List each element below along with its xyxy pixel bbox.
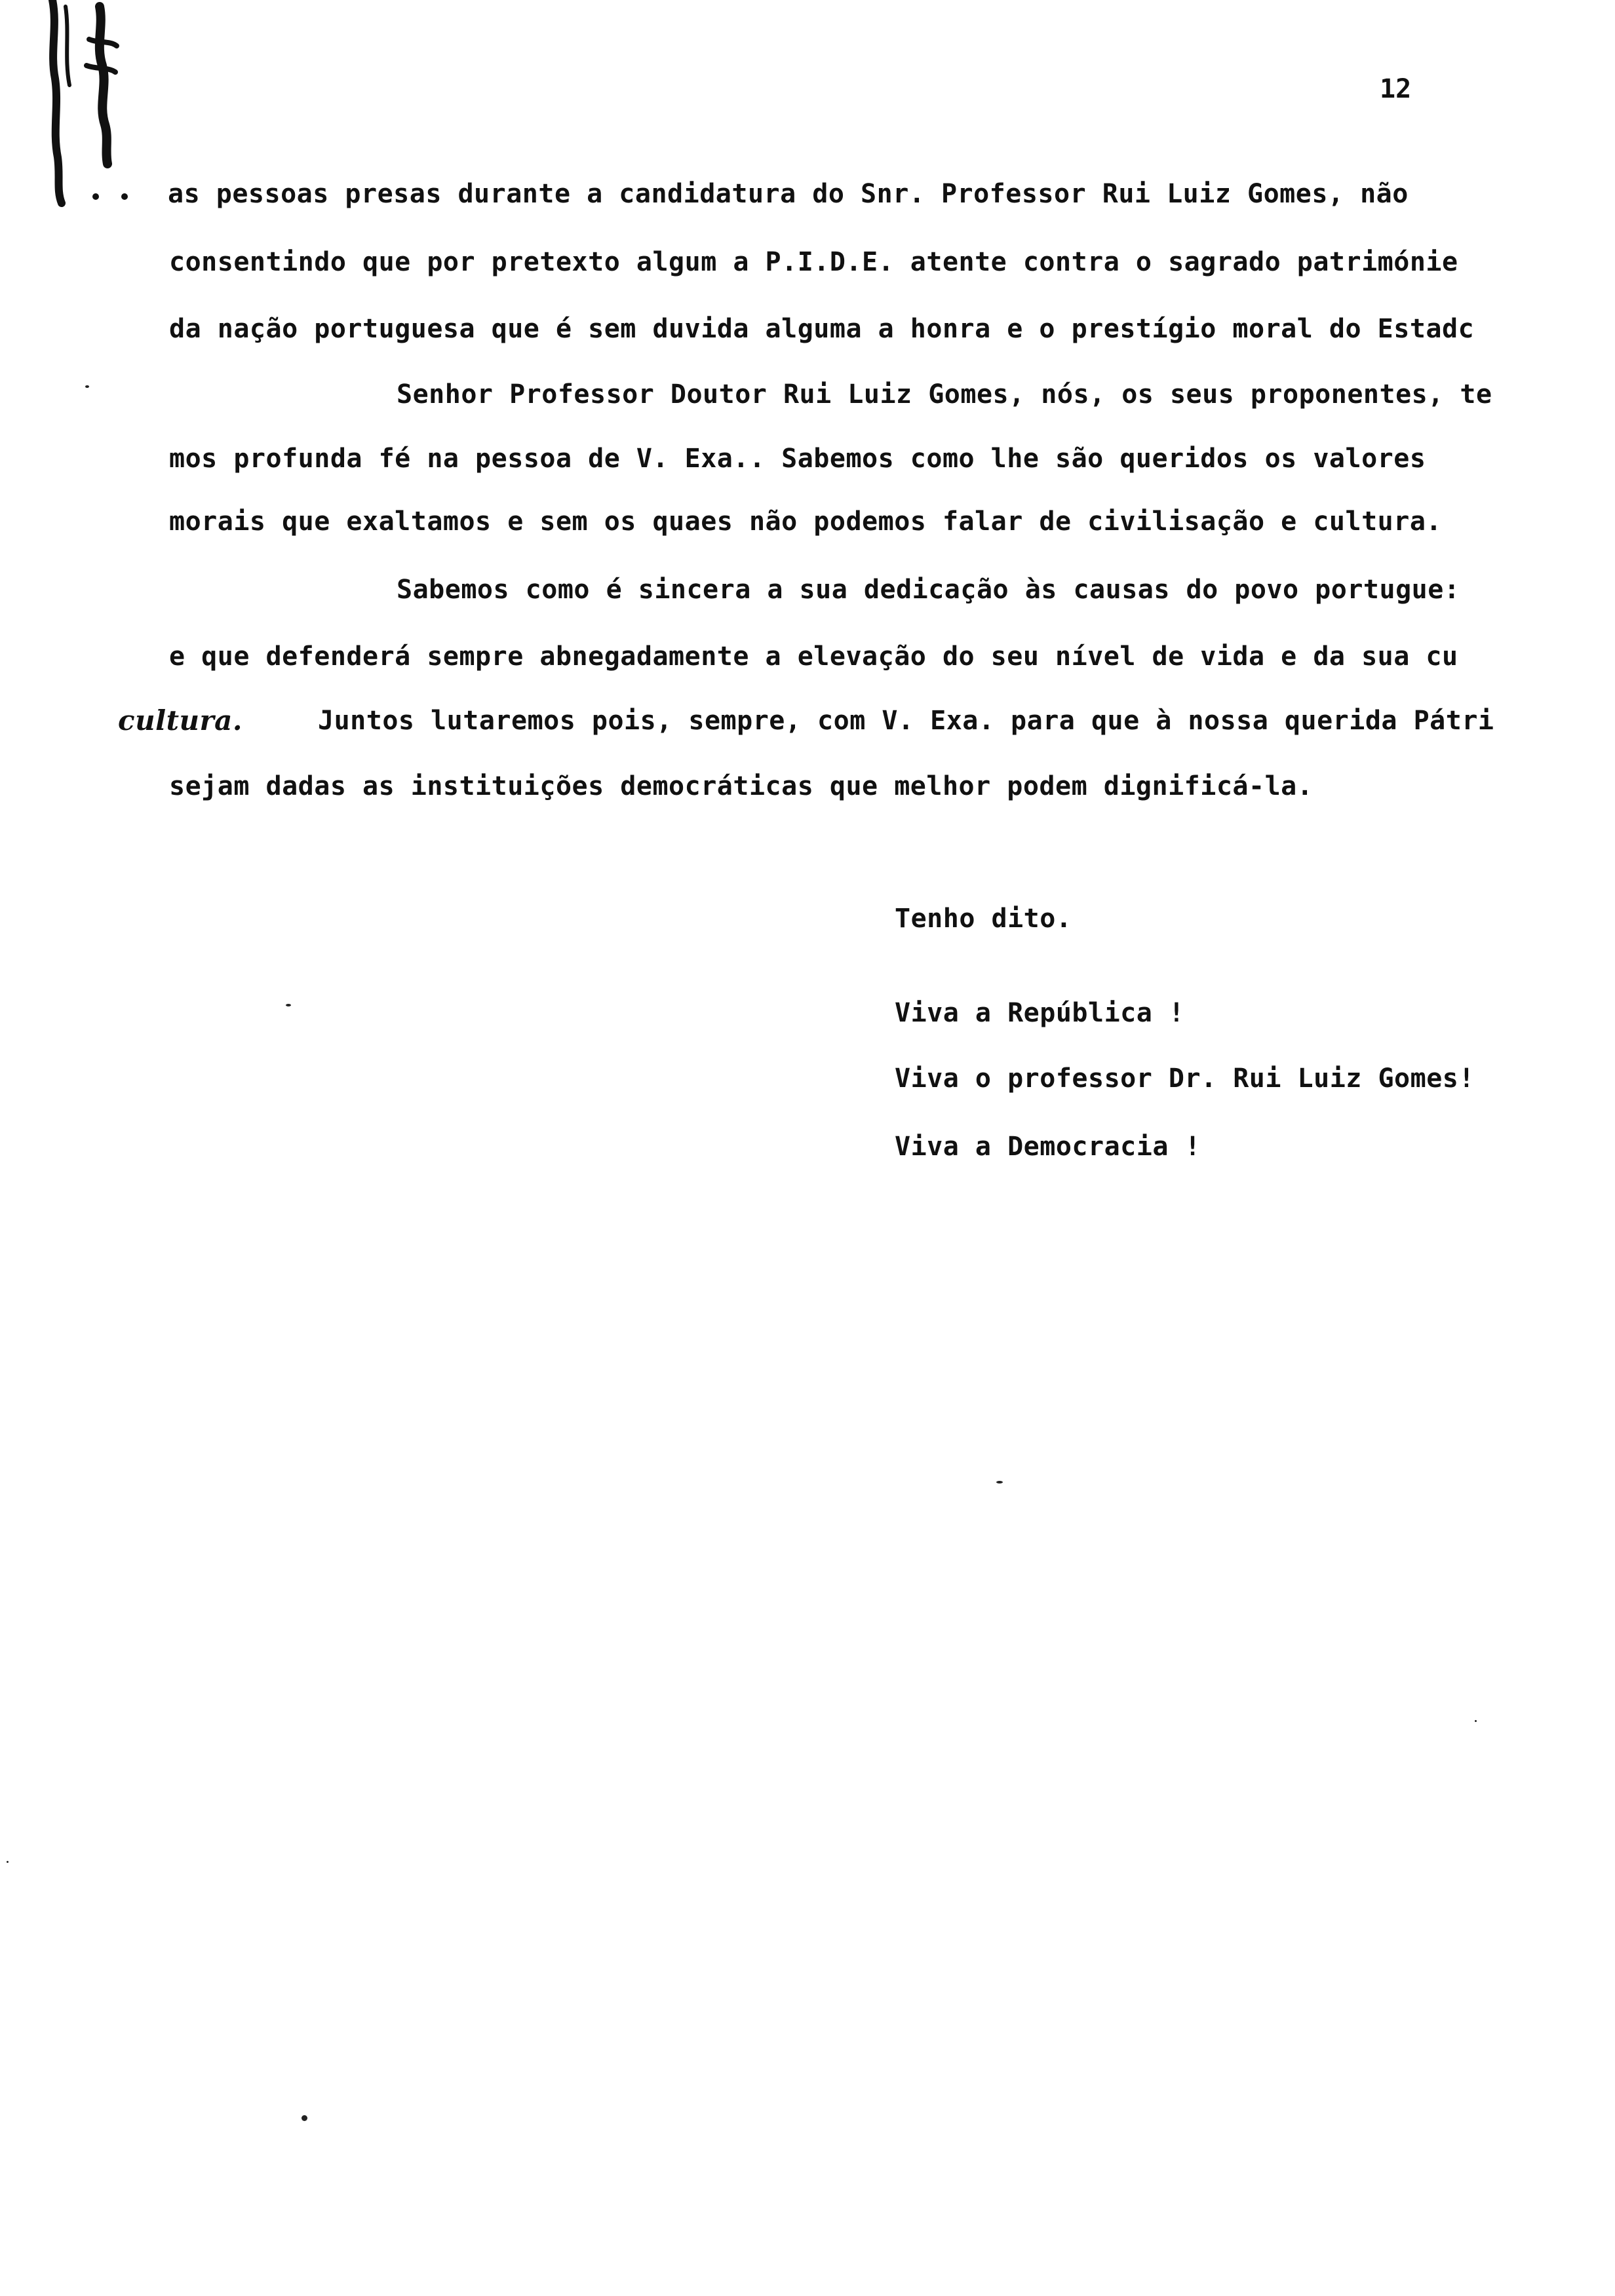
paragraph-line-10: sejam dadas as instituições democráticas que melhor podem dignificá-la. [169, 771, 1313, 801]
paragraph-line-7: Sabemos como é sincera a sua dedicação às causas do povo portugue: [397, 575, 1460, 605]
scan-speck [1475, 1720, 1477, 1722]
paragraph-line-4: Senhor Professor Doutor Rui Luiz Gomes, nós, os seus proponentes, te [397, 379, 1492, 410]
scan-speck [286, 1004, 291, 1006]
handwritten-marks [26, 0, 157, 216]
paragraph-line-5: mos profunda fé na pessoa de V. Exa.. Sabemos como lhe são queridos os valores [169, 444, 1426, 474]
scan-speck [996, 1481, 1003, 1483]
page-number: 12 [1380, 74, 1412, 104]
paragraph-line-3: da nação portuguesa que é sem duvida alguma a honra e o prestígio moral do Estadc [169, 314, 1475, 344]
paragraph-line-2: consentindo que por pretexto algum a P.I.D.E. atente contra o sagrado patrimónie [169, 247, 1458, 277]
closing-tenho-dito: Tenho dito. [895, 904, 1072, 934]
margin-handwritten-word: cultura. [118, 704, 243, 737]
closing-viva-professor: Viva o professor Dr. Rui Luiz Gomes! [895, 1063, 1475, 1094]
closing-viva-republica: Viva a República ! [895, 998, 1185, 1028]
scan-speck [85, 385, 89, 388]
scan-speck [7, 1861, 9, 1863]
closing-viva-democracia: Viva a Democracia ! [895, 1132, 1201, 1162]
paragraph-line-6: morais que exaltamos e sem os quaes não podemos falar de civilisação e cultura. [169, 507, 1442, 537]
scan-speck [302, 2115, 307, 2121]
paragraph-line-8: e que defenderá sempre abnegadamente a elevação do seu nível de vida e da sua cu [169, 641, 1458, 672]
paragraph-line-9: Juntos lutaremos pois, sempre, com V. Exa. para que à nossa querida Pátri [318, 706, 1494, 736]
paragraph-line-1: as pessoas presas durante a candidatura do Snr. Professor Rui Luiz Gomes, não [168, 179, 1409, 209]
